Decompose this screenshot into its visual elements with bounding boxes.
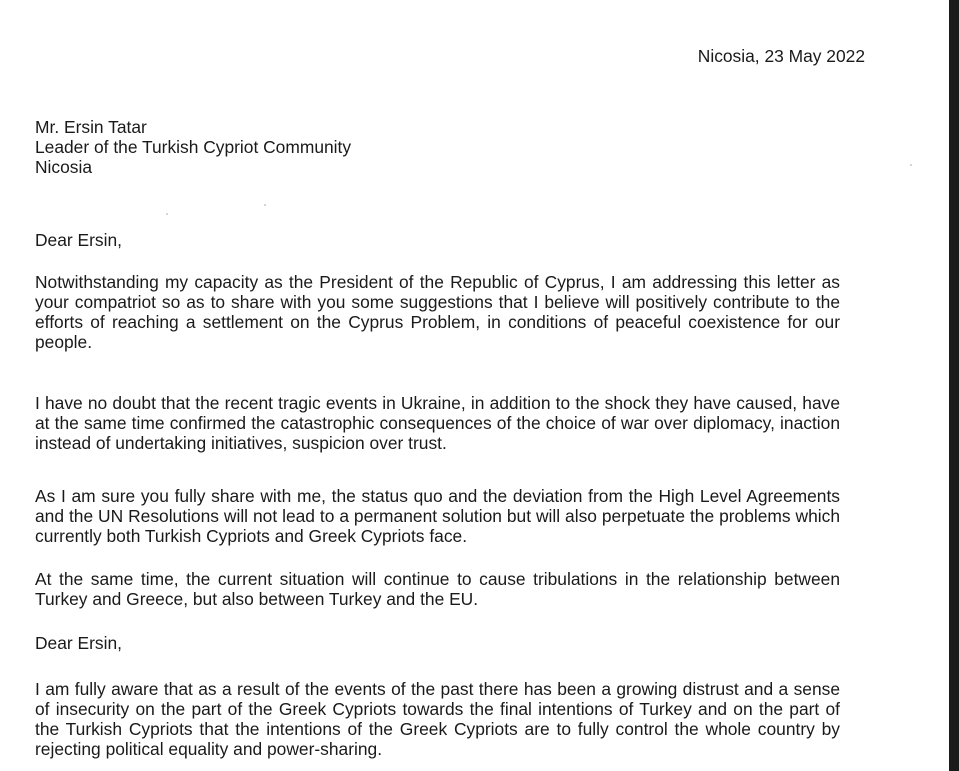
paragraph-4: At the same time, the current situation will continue to cause tribulations in the relationship between Turkey and Greece, but also between Turkey and the EU. bbox=[35, 569, 840, 609]
recipient-city: Nicosia bbox=[35, 157, 93, 177]
page-edge-border bbox=[949, 0, 959, 771]
letter-date: Nicosia, 23 May 2022 bbox=[697, 46, 865, 66]
recipient-title: Leader of the Turkish Cypriot Community bbox=[35, 137, 352, 157]
scan-speck bbox=[166, 213, 168, 215]
paragraph-2: I have no doubt that the recent tragic events in Ukraine, in addition to the shock they have caused, have at the same time confirmed the catastrophic consequences of the choice of war over diplomacy, inaction instead of undertaking initiatives, suspicion over trust. bbox=[35, 393, 840, 453]
paragraph-1: Notwithstanding my capacity as the President of the Republic of Cyprus, I am addressing this letter as your compatriot so as to share with you some suggestions that I believe will positively contribute to the efforts of reaching a settlement on the Cyprus Problem, in conditions of peaceful coexistence for our people. bbox=[35, 272, 840, 352]
scan-speck bbox=[264, 204, 266, 206]
salutation-second: Dear Ersin, bbox=[35, 633, 122, 653]
salutation-first: Dear Ersin, bbox=[35, 230, 122, 250]
paragraph-5: I am fully aware that as a result of the events of the past there has been a growing distrust and a sense of insecurity on the part of the Greek Cypriots towards the final intentions of Turkey and on the part of the Turkish Cypriots that the intentions of the Greek Cypriots are to fully control the whole country by rejecting political equality and power-sharing. bbox=[35, 679, 840, 759]
recipient-name: Mr. Ersin Tatar bbox=[35, 117, 147, 137]
scan-speck bbox=[910, 164, 912, 166]
paragraph-3: As I am sure you fully share with me, the status quo and the deviation from the High Level Agreements and the UN Resolutions will not lead to a permanent solution but will also perpetuate the problems which currently both Turkish Cypriots and Greek Cypriots face. bbox=[35, 486, 840, 546]
recipient-address bbox=[35, 117, 351, 177]
